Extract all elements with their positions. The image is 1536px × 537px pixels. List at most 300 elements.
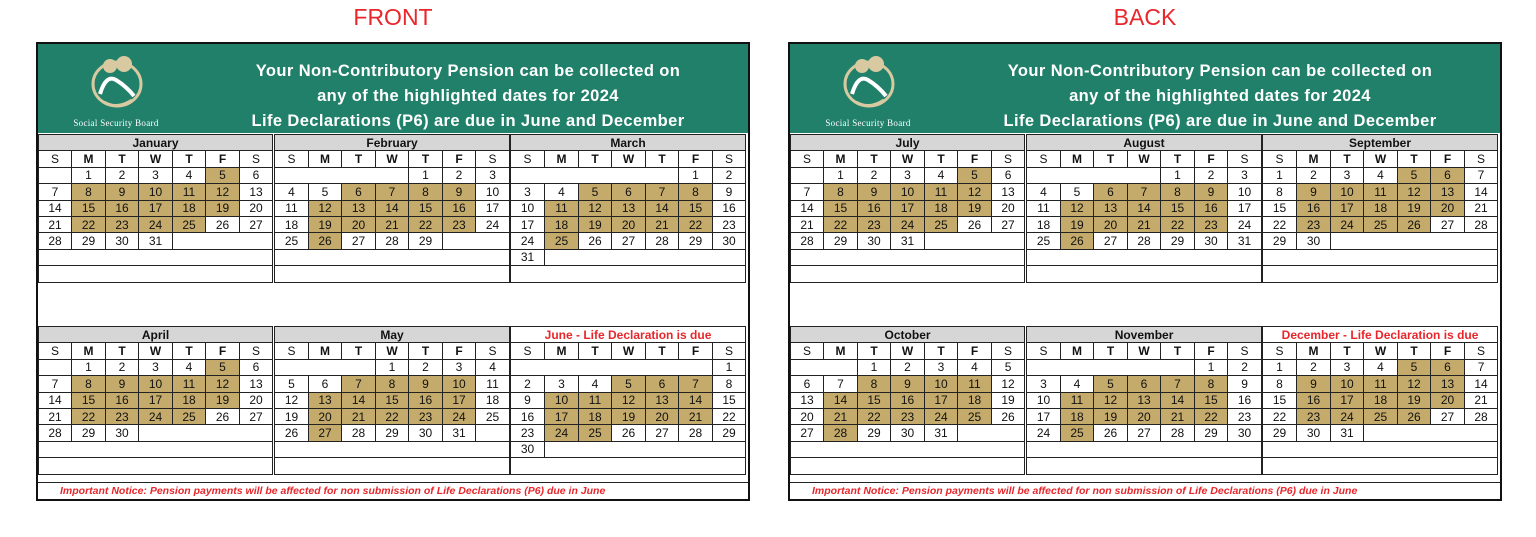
weekday-label: W: [891, 151, 925, 167]
pension-date-cell: 25: [925, 216, 958, 232]
day-cell: 24: [511, 233, 545, 249]
weekday-label: W: [612, 151, 646, 167]
pension-date-cell: 9: [1297, 376, 1331, 392]
pension-date-cell: 24: [1331, 216, 1364, 232]
pension-date-cell: 5: [1398, 359, 1431, 375]
day-cell: 4: [173, 359, 206, 375]
weekday-label: M: [1297, 151, 1331, 167]
pension-date-cell: 16: [106, 200, 139, 216]
pension-date-cell: 25: [579, 425, 612, 441]
weekday-label: T: [1094, 343, 1128, 359]
day-cell: 23: [1228, 408, 1262, 424]
pension-date-cell: 13: [1094, 200, 1128, 216]
pension-date-cell: 15: [376, 392, 409, 408]
day-cell: 27: [612, 233, 646, 249]
pension-date-cell: 12: [1398, 376, 1431, 392]
pension-date-cell: 15: [1195, 392, 1228, 408]
day-cell: 4: [173, 167, 206, 183]
day-cell: 28: [679, 425, 713, 441]
pension-date-cell: 22: [858, 408, 891, 424]
weekday-label: S: [713, 151, 746, 167]
day-cell: 17: [1027, 408, 1061, 424]
card-front: [36, 42, 750, 501]
month-title: May: [275, 327, 510, 343]
weekday-label: S: [39, 151, 72, 167]
weekday-label: T: [342, 343, 376, 359]
pension-date-cell: 8: [376, 376, 409, 392]
pension-date-cell: 14: [824, 392, 858, 408]
day-cell: 21: [791, 216, 824, 232]
pension-date-cell: 8: [679, 184, 713, 200]
day-cell: 1: [409, 167, 443, 183]
pension-date-cell: 20: [1128, 408, 1161, 424]
day-cell: 29: [72, 233, 106, 249]
day-cell: 3: [1331, 359, 1364, 375]
pension-date-cell: 16: [1297, 200, 1331, 216]
pension-date-cell: 7: [376, 184, 409, 200]
month-january: [38, 134, 273, 283]
day-cell: 28: [1465, 216, 1498, 232]
pension-date-cell: 6: [342, 184, 376, 200]
pension-date-cell: 13: [309, 392, 342, 408]
weekday-label: S: [1228, 343, 1262, 359]
pension-date-cell: 13: [1128, 392, 1161, 408]
weekday-label: F: [443, 343, 476, 359]
day-cell: 16: [511, 408, 545, 424]
day-cell: 28: [39, 233, 72, 249]
pension-date-cell: 9: [1297, 184, 1331, 200]
day-cell: 29: [376, 425, 409, 441]
day-cell: 6: [309, 376, 342, 392]
day-cell: 17: [511, 216, 545, 232]
pension-date-cell: 10: [1331, 376, 1364, 392]
day-cell: 1: [679, 167, 713, 183]
pension-date-cell: 18: [925, 200, 958, 216]
pension-date-cell: 21: [646, 216, 679, 232]
pension-date-cell: 20: [646, 408, 679, 424]
weekday-label: S: [1027, 343, 1061, 359]
pension-date-cell: 18: [173, 392, 206, 408]
pension-date-cell: 25: [173, 408, 206, 424]
pension-date-cell: 22: [72, 408, 106, 424]
day-cell: 16: [1228, 392, 1262, 408]
pension-date-cell: 15: [1161, 200, 1195, 216]
weekday-label: M: [72, 343, 106, 359]
day-cell: 10: [1228, 184, 1262, 200]
empty-cell: [1027, 167, 1161, 183]
month-title: January: [39, 135, 273, 151]
weekday-label: T: [409, 151, 443, 167]
day-cell: 7: [39, 376, 72, 392]
day-cell: 30: [713, 233, 746, 249]
day-cell: 19: [275, 408, 309, 424]
day-cell: 29: [1161, 233, 1195, 249]
pension-date-cell: 9: [106, 376, 139, 392]
day-cell: 10: [1027, 392, 1061, 408]
month-title: June - Life Declaration is due: [511, 327, 746, 343]
pension-date-cell: 8: [409, 184, 443, 200]
day-cell: 3: [925, 359, 958, 375]
pension-date-cell: 16: [1195, 200, 1228, 216]
day-cell: 22: [1263, 408, 1297, 424]
empty-row: [1027, 266, 1262, 282]
pension-date-cell: 13: [646, 392, 679, 408]
day-cell: 14: [791, 200, 824, 216]
banner-line-3: Life Declarations (P6) are due in June and December: [251, 112, 685, 130]
weekday-label: S: [992, 343, 1025, 359]
weekday-label: M: [545, 343, 579, 359]
pension-date-cell: 23: [1195, 216, 1228, 232]
day-cell: 29: [824, 233, 858, 249]
day-cell: 19: [992, 392, 1025, 408]
day-cell: 28: [376, 233, 409, 249]
logo-text: Social Security Board: [73, 118, 159, 128]
pension-date-cell: 16: [858, 200, 891, 216]
day-cell: 4: [545, 184, 579, 200]
day-cell: 31: [891, 233, 925, 249]
empty-row: [39, 458, 273, 474]
day-cell: 9: [713, 184, 746, 200]
day-cell: 27: [992, 216, 1025, 232]
weekday-label: T: [1161, 151, 1195, 167]
weekday-label: S: [1263, 151, 1297, 167]
day-cell: 26: [612, 425, 646, 441]
pension-date-cell: 23: [858, 216, 891, 232]
day-cell: 28: [342, 425, 376, 441]
day-cell: 30: [1228, 425, 1262, 441]
weekday-label: M: [309, 343, 342, 359]
day-cell: 5: [275, 376, 309, 392]
day-cell: 1: [1195, 359, 1228, 375]
day-cell: 3: [1331, 167, 1364, 183]
weekday-label: W: [376, 151, 409, 167]
day-cell: 29: [1263, 425, 1297, 441]
day-cell: 4: [925, 167, 958, 183]
day-cell: 1: [1161, 167, 1195, 183]
pension-date-cell: 9: [858, 184, 891, 200]
weekday-label: S: [39, 343, 72, 359]
pension-date-cell: 20: [1431, 200, 1465, 216]
day-cell: 4: [1364, 359, 1398, 375]
weekday-label: F: [958, 343, 992, 359]
weekday-label: T: [1331, 151, 1364, 167]
day-cell: 30: [1297, 425, 1331, 441]
day-cell: 13: [240, 184, 273, 200]
pension-date-cell: 25: [958, 408, 992, 424]
pension-date-cell: 11: [958, 376, 992, 392]
banner-line-3: Life Declarations (P6) are due in June and December: [1003, 112, 1437, 130]
pension-date-cell: 6: [646, 376, 679, 392]
pension-date-cell: 6: [612, 184, 646, 200]
day-cell: 10: [511, 200, 545, 216]
weekday-label: T: [342, 151, 376, 167]
pension-date-cell: 11: [925, 184, 958, 200]
weekday-label: T: [579, 151, 612, 167]
pension-date-cell: 19: [309, 216, 342, 232]
day-cell: 5: [309, 184, 342, 200]
day-cell: 31: [1331, 425, 1364, 441]
weekday-label: W: [139, 343, 173, 359]
empty-row: [511, 458, 746, 474]
pension-date-cell: 13: [1431, 376, 1465, 392]
family-icon: [86, 50, 148, 114]
pension-date-cell: 8: [72, 376, 106, 392]
day-cell: 27: [240, 408, 273, 424]
empty-row: [1027, 249, 1262, 265]
pension-date-cell: 16: [106, 392, 139, 408]
month-title: April: [39, 327, 273, 343]
pension-date-cell: 12: [1061, 200, 1094, 216]
weekday-label: S: [1228, 151, 1262, 167]
pension-date-cell: 13: [342, 200, 376, 216]
empty-row: [1263, 458, 1498, 474]
day-cell: 26: [1094, 425, 1128, 441]
day-cell: 31: [139, 233, 173, 249]
month-title: August: [1027, 135, 1262, 151]
day-cell: 2: [1228, 359, 1262, 375]
day-cell: 18: [476, 392, 510, 408]
weekday-label: M: [1297, 343, 1331, 359]
weekday-label: T: [1331, 343, 1364, 359]
day-cell: 21: [1465, 392, 1498, 408]
pension-date-cell: 10: [891, 184, 925, 200]
pension-date-cell: 18: [579, 408, 612, 424]
day-cell: 29: [409, 233, 443, 249]
weekday-label: W: [139, 151, 173, 167]
pension-date-cell: 14: [679, 392, 713, 408]
day-cell: 30: [511, 441, 545, 457]
pension-date-cell: 21: [1161, 408, 1195, 424]
pension-date-cell: 24: [545, 425, 579, 441]
pension-date-cell: 17: [891, 200, 925, 216]
banner: [790, 44, 1500, 133]
weekday-label: S: [240, 151, 273, 167]
day-cell: 20: [240, 200, 273, 216]
day-cell: 18: [1027, 216, 1061, 232]
banner-line-2: any of the highlighted dates for 2024: [317, 87, 619, 105]
empty-cell: [791, 167, 824, 183]
month-title: November: [1027, 327, 1262, 343]
pension-date-cell: 5: [206, 167, 240, 183]
pension-date-cell: 19: [1398, 200, 1431, 216]
pension-date-cell: 5: [958, 167, 992, 183]
pension-date-cell: 12: [206, 376, 240, 392]
pension-date-cell: 14: [1161, 392, 1195, 408]
month-november: [1026, 326, 1262, 475]
weekday-label: T: [579, 343, 612, 359]
important-notice: Important Notice: Pension payments will be affected for non submission of Life Declarations (P6) due in June: [812, 485, 1358, 497]
pension-date-cell: 9: [106, 184, 139, 200]
pension-date-cell: 12: [1094, 392, 1128, 408]
day-cell: 1: [1263, 359, 1297, 375]
pension-date-cell: 13: [612, 200, 646, 216]
weekday-label: F: [679, 343, 713, 359]
pension-date-cell: 24: [139, 408, 173, 424]
pension-date-cell: 23: [106, 408, 139, 424]
weekday-label: M: [824, 151, 858, 167]
pension-date-cell: 8: [858, 376, 891, 392]
weekday-label: F: [679, 151, 713, 167]
ssb-logo: [798, 50, 938, 130]
day-cell: 1: [72, 167, 106, 183]
pension-date-cell: 11: [173, 184, 206, 200]
day-cell: 4: [476, 359, 510, 375]
day-cell: 8: [713, 376, 746, 392]
pension-date-cell: 20: [612, 216, 646, 232]
weekday-label: F: [206, 343, 240, 359]
day-cell: 20: [992, 200, 1025, 216]
month-september: [1262, 134, 1498, 283]
month-july: [790, 134, 1025, 283]
pension-date-cell: 5: [612, 376, 646, 392]
day-cell: 13: [791, 392, 824, 408]
pension-date-cell: 19: [1094, 408, 1128, 424]
day-cell: 11: [476, 376, 510, 392]
day-cell: 28: [1465, 408, 1498, 424]
day-cell: 20: [240, 392, 273, 408]
day-cell: 23: [713, 216, 746, 232]
month-august: [1026, 134, 1262, 283]
pension-date-cell: 15: [72, 392, 106, 408]
day-cell: 26: [958, 216, 992, 232]
weekday-label: F: [1195, 151, 1228, 167]
weekday-label: T: [925, 151, 958, 167]
day-cell: 12: [992, 376, 1025, 392]
pension-date-cell: 6: [1431, 359, 1465, 375]
pension-date-cell: 7: [1161, 376, 1195, 392]
pension-date-cell: 10: [139, 184, 173, 200]
day-cell: 15: [1263, 200, 1297, 216]
day-cell: 31: [925, 425, 958, 441]
weekday-label: S: [1465, 151, 1498, 167]
pension-date-cell: 19: [206, 200, 240, 216]
weekday-label: S: [476, 151, 510, 167]
pension-date-cell: 15: [72, 200, 106, 216]
month-march: [510, 134, 746, 283]
day-cell: 1: [1263, 167, 1297, 183]
weekday-label: S: [1465, 343, 1498, 359]
empty-cell: [173, 233, 273, 249]
pension-date-cell: 19: [1061, 216, 1094, 232]
pension-date-cell: 14: [646, 200, 679, 216]
pension-date-cell: 5: [1094, 376, 1128, 392]
day-cell: 2: [409, 359, 443, 375]
pension-date-cell: 21: [679, 408, 713, 424]
pension-date-cell: 5: [1398, 167, 1431, 183]
weekday-label: T: [858, 343, 891, 359]
weekday-label: T: [173, 151, 206, 167]
pension-date-cell: 22: [1195, 408, 1228, 424]
day-cell: 20: [791, 408, 824, 424]
day-cell: 2: [858, 167, 891, 183]
pension-date-cell: 15: [858, 392, 891, 408]
month-title: September: [1263, 135, 1498, 151]
pension-date-cell: 15: [679, 200, 713, 216]
empty-row: [275, 266, 510, 282]
weekday-label: S: [791, 151, 824, 167]
pension-date-cell: 17: [139, 392, 173, 408]
empty-cell: [511, 359, 713, 375]
day-cell: 29: [679, 233, 713, 249]
weekday-label: S: [240, 343, 273, 359]
pension-date-cell: 10: [443, 376, 476, 392]
pension-date-cell: 7: [646, 184, 679, 200]
pension-date-cell: 11: [1364, 184, 1398, 200]
day-cell: 3: [139, 359, 173, 375]
important-notice: Important Notice: Pension payments will be affected for non submission of Life Declarations (P6) due in June: [60, 485, 606, 497]
empty-row: [275, 249, 510, 265]
pension-date-cell: 19: [579, 216, 612, 232]
pension-date-cell: 13: [1431, 184, 1465, 200]
pension-date-cell: 18: [1364, 392, 1398, 408]
weekday-label: S: [511, 343, 545, 359]
day-cell: 15: [713, 392, 746, 408]
day-cell: 23: [511, 425, 545, 441]
weekday-label: T: [1398, 151, 1431, 167]
pension-date-cell: 16: [409, 392, 443, 408]
day-cell: 29: [72, 425, 106, 441]
pension-date-cell: 20: [1431, 392, 1465, 408]
day-cell: 21: [1465, 200, 1498, 216]
day-cell: 2: [443, 167, 476, 183]
pension-date-cell: 5: [579, 184, 612, 200]
month-title: December - Life Declaration is due: [1263, 327, 1498, 343]
weekday-label: T: [106, 151, 139, 167]
weekday-label: F: [958, 151, 992, 167]
day-cell: 9: [1228, 376, 1262, 392]
pension-date-cell: 25: [545, 233, 579, 249]
pension-date-cell: 12: [1398, 184, 1431, 200]
day-cell: 27: [791, 425, 824, 441]
day-cell: 6: [791, 376, 824, 392]
day-cell: 25: [275, 233, 309, 249]
pension-date-cell: 7: [342, 376, 376, 392]
day-cell: 26: [579, 233, 612, 249]
pension-date-cell: 23: [409, 408, 443, 424]
pension-date-cell: 21: [1128, 216, 1161, 232]
empty-row: [791, 458, 1025, 474]
day-cell: 6: [240, 167, 273, 183]
pension-date-cell: 10: [1331, 184, 1364, 200]
day-cell: 3: [891, 167, 925, 183]
pension-date-cell: 10: [545, 392, 579, 408]
day-cell: 29: [713, 425, 746, 441]
pension-date-cell: 19: [958, 200, 992, 216]
weekday-label: F: [1431, 343, 1465, 359]
empty-row: [1027, 458, 1262, 474]
day-cell: 2: [1195, 167, 1228, 183]
weekday-label: M: [545, 151, 579, 167]
pension-date-cell: 15: [409, 200, 443, 216]
day-cell: 27: [646, 425, 679, 441]
pension-date-cell: 8: [1161, 184, 1195, 200]
weekday-label: W: [1364, 151, 1398, 167]
empty-row: [39, 441, 273, 457]
weekday-label: T: [173, 343, 206, 359]
pension-date-cell: 11: [1364, 376, 1398, 392]
pension-date-cell: 22: [376, 408, 409, 424]
day-cell: 26: [275, 425, 309, 441]
day-cell: 9: [511, 392, 545, 408]
weekday-label: S: [992, 151, 1025, 167]
weekday-label: S: [1263, 343, 1297, 359]
empty-cell: [1027, 359, 1195, 375]
pension-date-cell: 26: [309, 233, 342, 249]
day-cell: 3: [545, 376, 579, 392]
month-february: [274, 134, 510, 283]
day-cell: 7: [39, 184, 72, 200]
day-cell: 31: [1228, 233, 1262, 249]
